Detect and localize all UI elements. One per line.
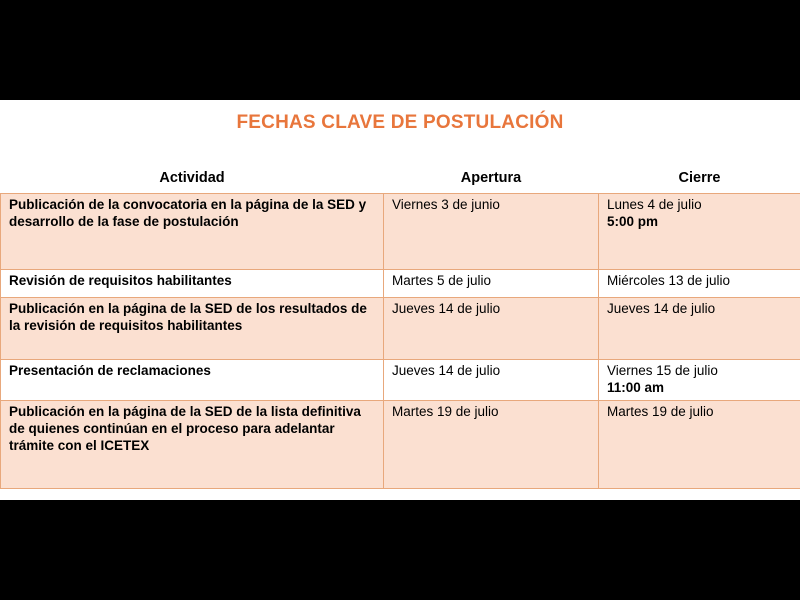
table-row <box>1 194 800 270</box>
cell-closing <box>599 194 800 270</box>
cell-opening <box>384 270 599 298</box>
cell-closing-time: 5:00 pm <box>607 213 659 229</box>
table-header-row <box>1 168 800 194</box>
table-row <box>1 401 800 489</box>
table-row <box>1 360 800 401</box>
table-row <box>1 298 800 360</box>
cell-closing <box>599 298 800 360</box>
cell-closing <box>599 401 800 489</box>
cell-closing-date: Miércoles 13 de julio <box>607 273 731 288</box>
cell-closing-date: Lunes 4 de julio <box>607 197 702 212</box>
cell-closing-date: Jueves 14 de julio <box>607 301 716 316</box>
column-header-opening: Apertura <box>384 168 599 194</box>
cell-closing-date: Martes 19 de julio <box>607 404 714 420</box>
cell-closing-time: 11:00 am <box>607 379 665 395</box>
cell-activity: Publicación en la página de la SED de los resultados de la revisión de requisitos habilitantes <box>1 298 384 360</box>
page-title: FECHAS CLAVE DE POSTULACIÓN <box>236 112 564 133</box>
cell-closing <box>599 270 800 298</box>
cell-activity: Revisión de requisitos habilitantes <box>1 270 384 298</box>
cell-closing <box>599 360 800 401</box>
cell-opening <box>384 360 599 401</box>
table-row <box>1 270 800 298</box>
column-header-activity: Actividad <box>1 168 384 194</box>
cell-opening <box>384 401 599 489</box>
cell-opening-date: Jueves 14 de julio <box>392 363 501 378</box>
cell-opening-date: Martes 19 de julio <box>392 404 499 420</box>
slide-canvas <box>0 100 800 500</box>
cell-opening-date: Viernes 3 de junio <box>392 197 500 212</box>
cell-opening-date: Jueves 14 de julio <box>392 301 501 316</box>
key-dates-table-wrapper <box>0 168 800 489</box>
column-header-closing: Cierre <box>599 168 800 194</box>
cell-activity: Publicación en la página de la SED de la lista definitiva de quienes continúan en el proceso para adelantar trámite con el ICETEX <box>1 401 384 489</box>
cell-activity: Presentación de reclamaciones <box>1 360 384 401</box>
cell-closing-date: Viernes 15 de julio <box>607 363 718 378</box>
table-body <box>1 194 800 489</box>
cell-opening-date: Martes 5 de julio <box>392 273 492 288</box>
cell-opening <box>384 194 599 270</box>
table-header <box>1 168 800 194</box>
cell-opening <box>384 298 599 360</box>
cell-activity: Publicación de la convocatoria en la página de la SED y desarrollo de la fase de postulación <box>1 194 384 270</box>
key-dates-table <box>0 168 800 489</box>
